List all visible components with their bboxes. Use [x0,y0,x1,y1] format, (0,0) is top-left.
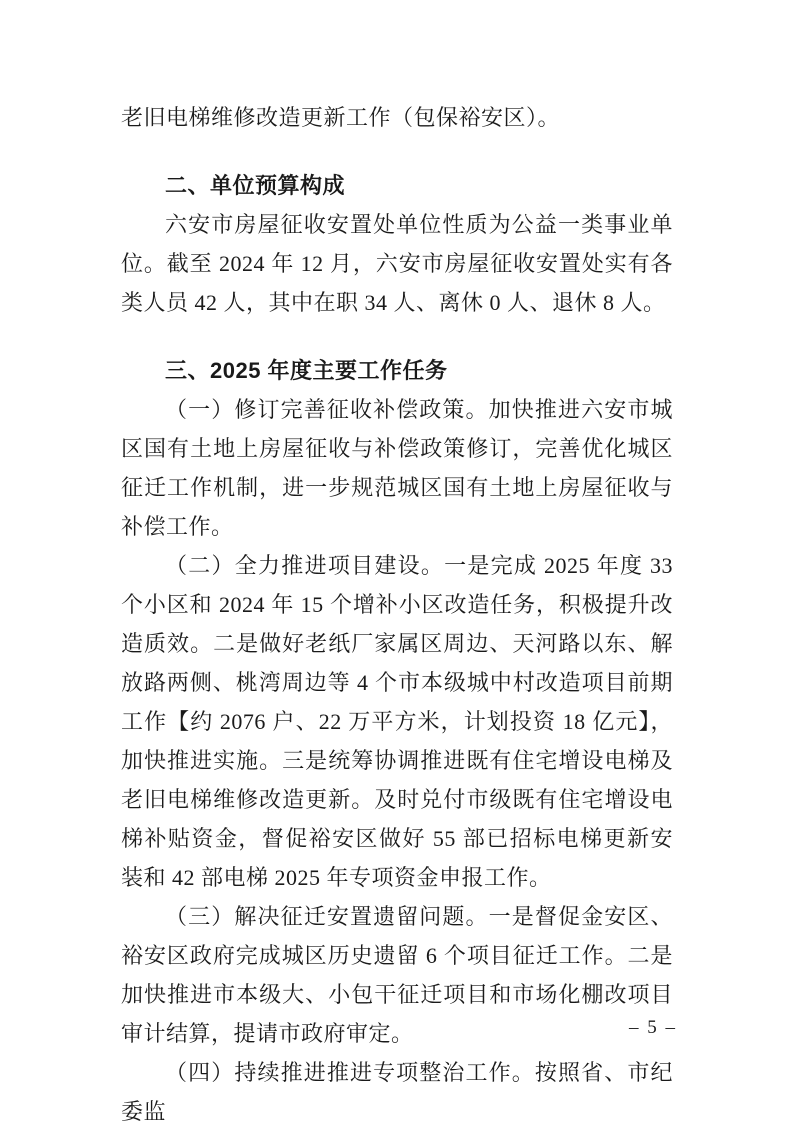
section-heading-unit-budget-composition: 二、单位预算构成 [165,173,346,198]
paragraph-task-2-project-construction: （二）全力推进项目建设。一是完成 2025 年度 33 个小区和 2024 年 15 个增补小区改造任务，积极提升改造质效。二是做好老纸厂家属区周边、天河路以东、解放路两侧、桃湾周边等 4 个市本级城中村改造项目前期工作【约 2076 户、22 万平方米，计划投资 18 亿元】，加快推进实施。三是统筹协调推进既有住宅增设电梯及老旧电梯维修改造更新。及时兑付市级既有住宅增设电梯补贴资金，督促裕安区做好 55 部已招标电梯更新安装和 42 部电梯 2025 年专项资金申报工作。 [121,553,673,890]
paragraph-task-1-policy-revision: （一）修订完善征收补偿政策。加快推进六安市城区国有土地上房屋征收与补偿政策修订，完善优化城区征迁工作机制，进一步规范城区国有土地上房屋征收与补偿工作。 [121,397,673,539]
page-number: – 5 – [629,1017,677,1038]
document-body [121,98,673,1122]
paragraph-task-3-resettlement-issues: （三）解决征迁安置遗留问题。一是督促金安区、裕安区政府完成城区历史遗留 6 个项目征迁工作。二是加快推进市本级大、小包干征迁项目和市场化棚改项目审计结算，提请市政府审定。 [121,904,673,1046]
paragraph-continuation: 老旧电梯维修改造更新工作（包保裕安区）。 [121,105,561,130]
paragraph-task-4-special-rectification: （四）持续推进推进专项整治工作。按照省、市纪委监 [121,1060,673,1122]
section-heading-2025-main-tasks: 三、2025 年度主要工作任务 [165,358,448,383]
paragraph-unit-staffing: 六安市房屋征收安置处单位性质为公益一类事业单位。截至 2024 年 12 月，六安市房屋征收安置处实有各类人员 42 人，其中在职 34 人、离休 0 人、退休 8 人。 [121,212,673,315]
